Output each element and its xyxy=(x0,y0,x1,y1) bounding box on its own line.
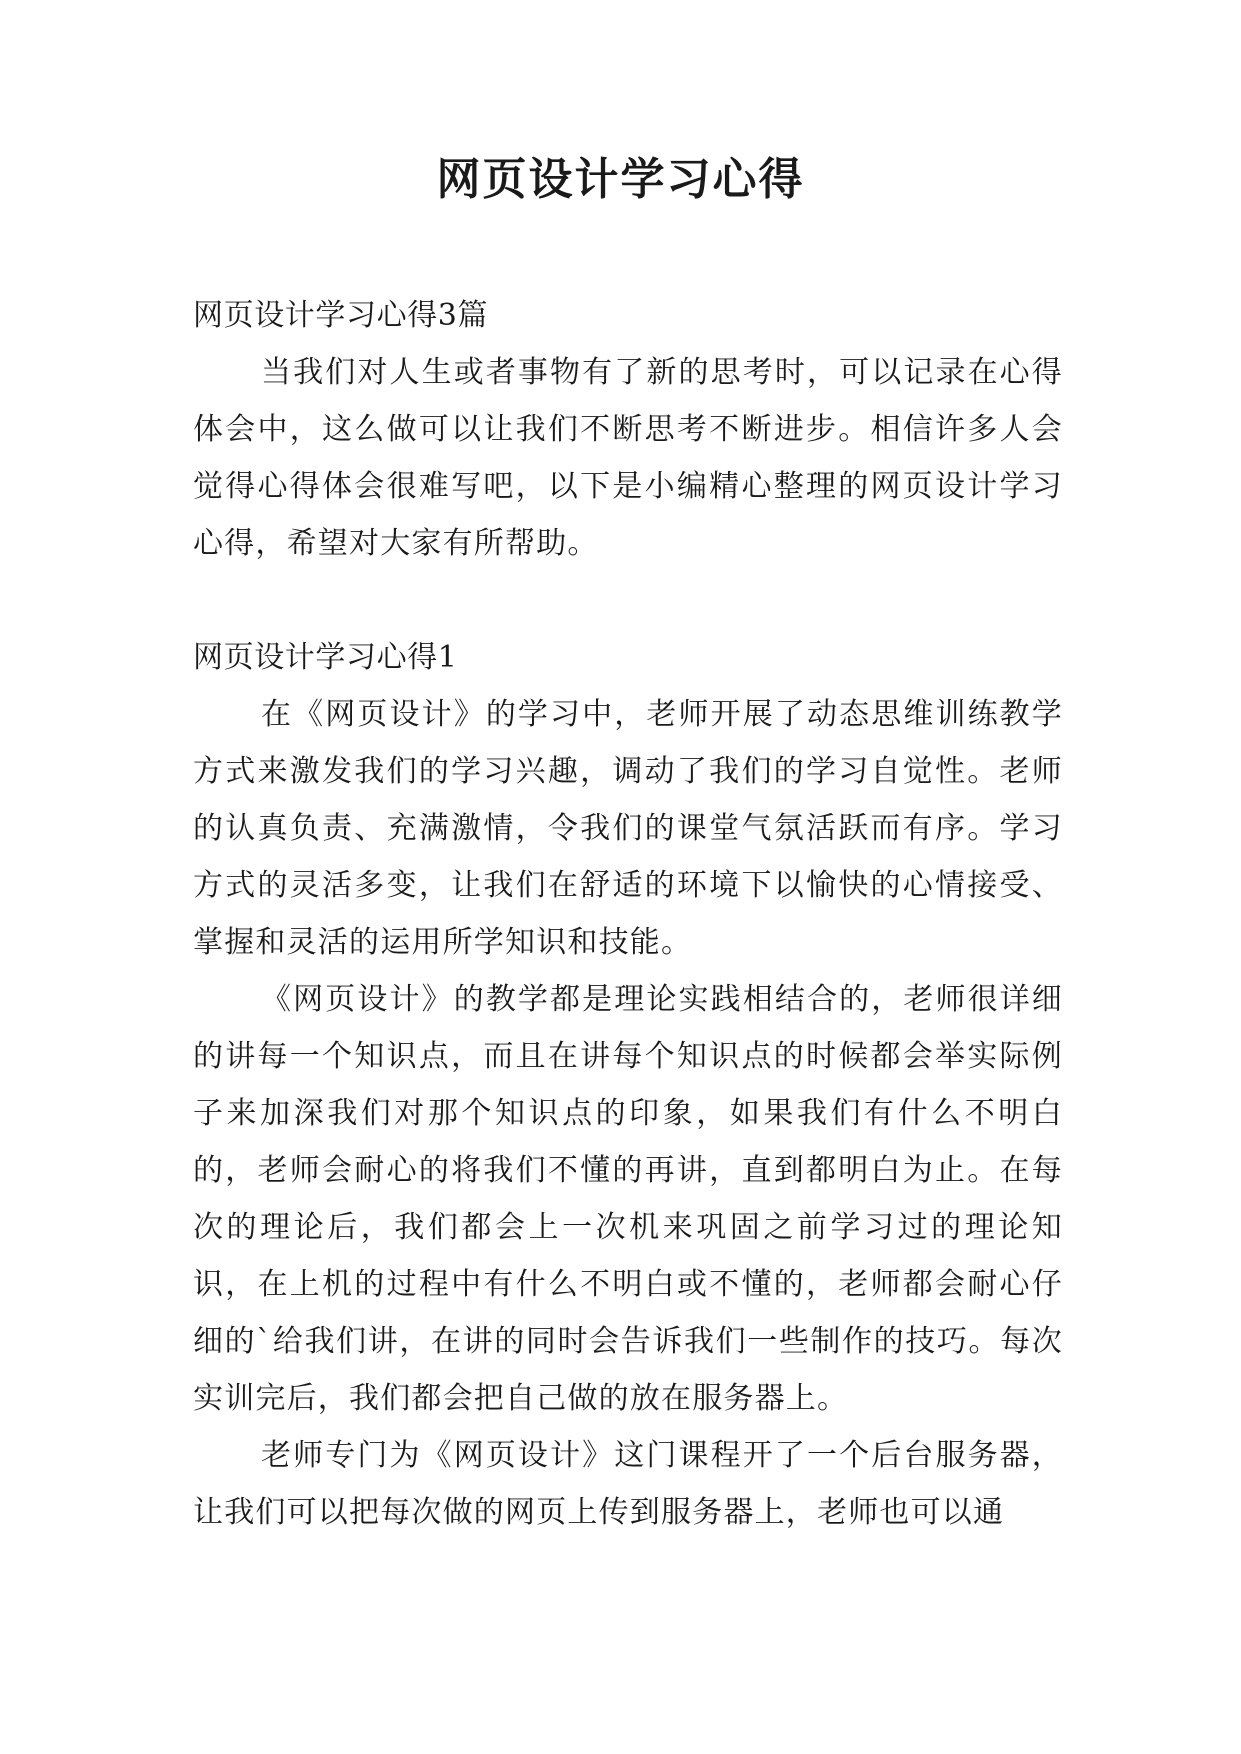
intro-paragraph: 当我们对人生或者事物有了新的思考时，可以记录在心得体会中，这么做可以让我们不断思考不断进步。相信许多人会觉得心得体会很难写吧，以下是小编精心整理的网页设计学习心得，希望对大家有所帮助。 xyxy=(193,355,1063,561)
section-heading-1: 网页设计学习心得1 xyxy=(193,640,458,675)
body-paragraph-3: 老师专门为《网页设计》这门课程开了一个后台服务器，让我们可以把每次做的网页上传到服务器上，老师也可以通 xyxy=(193,1438,1063,1530)
body-paragraph-2: 《网页设计》的教学都是理论实践相结合的，老师很详细的讲每一个知识点，而且在讲每个知识点的时候都会举实际例子来加深我们对那个知识点的印象，如果我们有什么不明白的，老师会耐心的将我们不懂的再讲，直到都明白为止。在每次的理论后，我们都会上一次机来巩固之前学习过的理论知识，在上机的过程中有什么不明白或不懂的，老师都会耐心仔细的`给我们讲，在讲的同时会告诉我们一些制作的技巧。每次实训完后，我们都会把自己做的放在服务器上。 xyxy=(193,982,1063,1416)
section-heading-intro: 网页设计学习心得3篇 xyxy=(193,298,489,333)
document-body xyxy=(193,287,1063,1541)
body-paragraph-1: 在《网页设计》的学习中，老师开展了动态思维训练教学方式来激发我们的学习兴趣，调动了我们的学习自觉性。老师的认真负责、充满激情，令我们的课堂气氛活跃而有序。学习方式的灵活多变，让我们在舒适的环境下以愉快的心情接受、掌握和灵活的运用所学知识和技能。 xyxy=(193,697,1063,960)
document-title: 网页设计学习心得 xyxy=(436,154,805,205)
section-spacer xyxy=(193,572,1063,629)
